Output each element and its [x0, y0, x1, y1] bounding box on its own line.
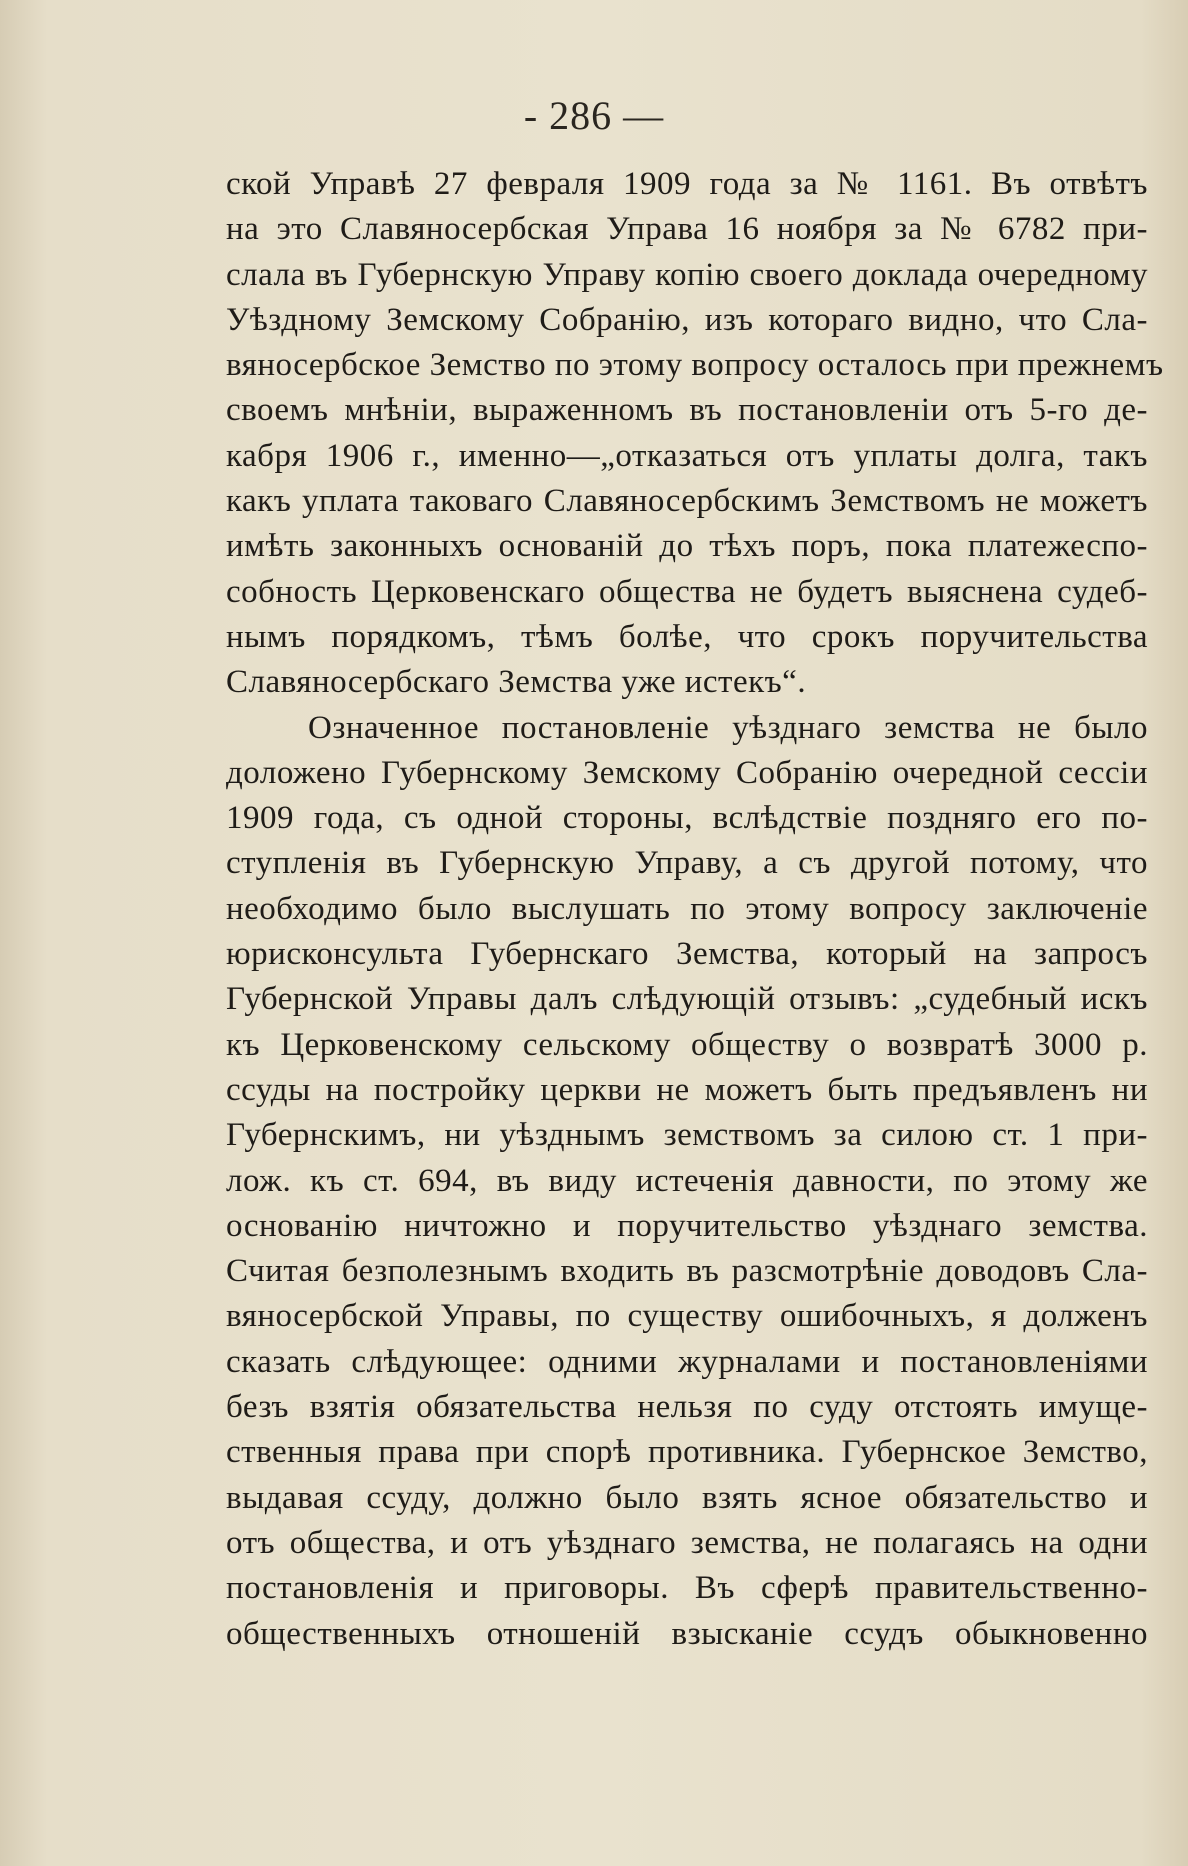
- text-line: выдавая ссуду, должно было взять ясное обязательство и: [226, 1479, 1148, 1516]
- text-line: кабря 1906 г., именно—„отказаться отъ уплаты долга, такъ: [226, 437, 1148, 474]
- text-line: 1909 года, съ одной стороны, вслѣдствіе поздняго его по-: [226, 800, 1148, 837]
- text-line: лож. къ ст. 694, въ виду истеченія давности, по этому же: [226, 1162, 1148, 1199]
- text-line: доложено Губернскому Земскому Собранію очередной сессіи: [226, 754, 1148, 791]
- text-line: нымъ порядкомъ, тѣмъ болѣе, что срокъ поручительства: [226, 618, 1148, 655]
- paragraph-start-line: Означенное постановленіе уѣзднаго земства не было: [308, 709, 1148, 746]
- text-line: какъ уплата таковаго Славяносербскимъ Земствомъ не можетъ: [226, 483, 1148, 520]
- text-line: Славяносербскаго Земства уже истекъ“.: [226, 664, 807, 701]
- text-line: безъ взятія обязательства нельзя по суду отстоять имуще-: [226, 1389, 1148, 1426]
- text-line: общественныхъ отношеній взысканіе ссудъ обыкновенно: [226, 1615, 1148, 1652]
- page-number: - 286 —: [523, 93, 665, 138]
- text-line: юрисконсульта Губернскаго Земства, который на запросъ: [226, 936, 1148, 973]
- text-line: ступленія въ Губернскую Управу, а съ другой потому, что: [226, 845, 1148, 882]
- text-line: Губернскимъ, ни уѣзднымъ земствомъ за силою ст. 1 при-: [226, 1117, 1148, 1154]
- text-line: необходимо было выслушать по этому вопросу заключеніе: [226, 890, 1148, 927]
- text-line: своемъ мнѣніи, выраженномъ въ постановленіи отъ 5-го де-: [226, 392, 1148, 429]
- text-line: отъ общества, и отъ уѣзднаго земства, не полагаясь на одни: [226, 1524, 1148, 1561]
- text-line: ственныя права при спорѣ противника. Губернское Земство,: [226, 1434, 1148, 1471]
- body-text: [226, 162, 1164, 1657]
- text-line: къ Церковенскому сельскому обществу о возвратѣ 3000 р.: [226, 1026, 1148, 1063]
- text-line: постановленія и приговоры. Въ сферѣ правительственно-: [226, 1570, 1148, 1607]
- text-line: на это Славяносербская Управа 16 ноября за № 6782 при-: [226, 211, 1148, 248]
- text-line: Уѣздному Земскому Собранію, изъ котораго видно, что Сла-: [226, 301, 1148, 338]
- text-line: основанію ничтожно и поручительство уѣзднаго земства.: [226, 1207, 1148, 1244]
- text-line: ской Управѣ 27 февраля 1909 года за № 1161. Въ отвѣтъ: [226, 166, 1148, 202]
- text-line: Считая безполезнымъ входить въ разсмотрѣніе доводовъ Сла-: [226, 1253, 1148, 1290]
- text-line: сказать слѣдующее: одними журналами и постановленіями: [226, 1343, 1148, 1380]
- text-line: вяносербское Земство по этому вопросу осталось при прежнемъ: [226, 347, 1164, 384]
- text-line: Губернской Управы далъ слѣдующій отзывъ: „судебный искъ: [226, 981, 1148, 1018]
- text-line: вяносербской Управы, по существу ошибочныхъ, я долженъ: [226, 1298, 1148, 1335]
- text-line: имѣть законныхъ основаній до тѣхъ поръ, пока платежеспо-: [226, 528, 1148, 565]
- text-line: собность Церковенскаго общества не будетъ выяснена судеб-: [226, 573, 1148, 610]
- text-line: слала въ Губернскую Управу копію своего доклада очередному: [226, 256, 1148, 293]
- text-line: ссуды на постройку церкви не можетъ быть предъявленъ ни: [226, 1071, 1148, 1108]
